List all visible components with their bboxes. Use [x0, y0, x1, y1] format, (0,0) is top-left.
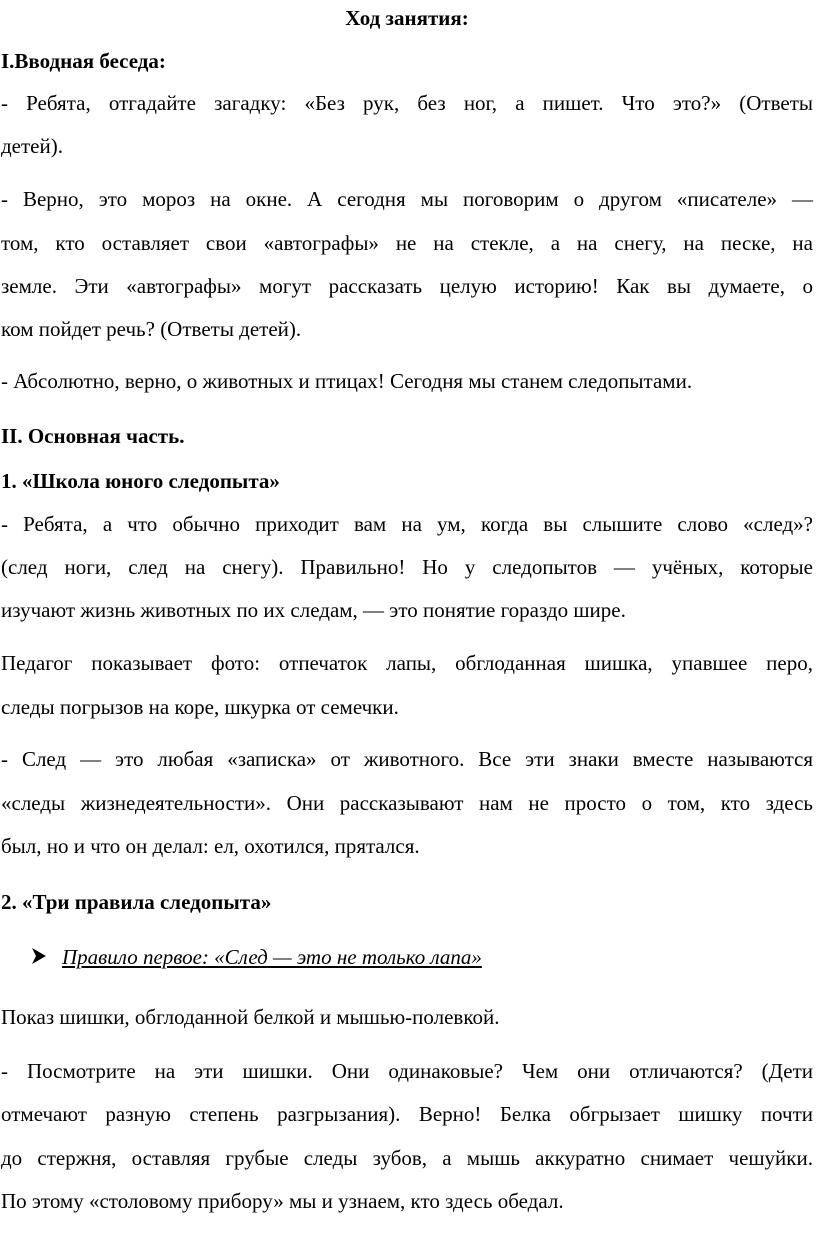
- paragraph-line: детей).: [1, 134, 63, 158]
- paragraph-line: ком пойдет речь? (Ответы детей).: [1, 317, 302, 341]
- page-title: Ход занятия:: [345, 6, 469, 30]
- paragraph-line: земле. Эти «автографы» могут рассказать целую историю! Как вы думаете, о: [1, 274, 813, 298]
- paragraph-line: - Ребята, отгадайте загадку: «Без рук, без ног, а пишет. Что это?» (Ответы: [1, 91, 813, 115]
- paragraph-line: «следы жизнедеятельности». Они рассказывают нам не просто о том, кто здесь: [1, 791, 813, 815]
- rule-one-heading: Правило первое: «След — это не только лапа»: [62, 945, 482, 969]
- paragraph-line: (след ноги, след на снегу). Правильно! Но у следопытов — учёных, которые: [1, 555, 813, 579]
- paragraph-line: - След — это любая «записка» от животного. Все эти знаки вместе называются: [1, 747, 813, 771]
- arrowhead-bullet-icon: [31, 942, 51, 972]
- subsection-2-heading: 2. «Три правила следопыта»: [1, 890, 272, 914]
- paragraph-line: - Посмотрите на эти шишки. Они одинаковые? Чем они отличаются? (Дети: [1, 1059, 813, 1083]
- paragraph-line: - Ребята, а что обычно приходит вам на ум, когда вы слышите слово «след»?: [1, 512, 813, 536]
- paragraph-line: - Верно, это мороз на окне. А сегодня мы поговорим о другом «писателе» —: [1, 187, 813, 211]
- paragraph-line: следы погрызов на коре, шкурка от семечки.: [1, 695, 399, 719]
- paragraph-line: - Абсолютно, верно, о животных и птицах! Сегодня мы станем следопытами.: [1, 369, 693, 393]
- subsection-1-heading: 1. «Школа юного следопыта»: [1, 469, 280, 493]
- paragraph-line: изучают жизнь животных по их следам, — это понятие гораздо шире.: [1, 598, 626, 622]
- paragraph-line: Показ шишки, обглоданной белкой и мышью-полевкой.: [1, 1005, 500, 1029]
- paragraph-line: Педагог показывает фото: отпечаток лапы, обглоданная шишка, упавшее перо,: [1, 651, 813, 675]
- paragraph-line: до стержня, оставляя грубые следы зубов, а мышь аккуратно снимает чешуйки.: [1, 1146, 813, 1170]
- paragraph-line: том, кто оставляет свои «автографы» не на стекле, а на снегу, на песке, на: [1, 231, 813, 255]
- paragraph-line: был, но и что он делал: ел, охотился, прятался.: [1, 834, 420, 858]
- section-2-heading: II. Основная часть.: [1, 424, 185, 448]
- paragraph-line: По этому «столовому прибору» мы и узнаем, кто здесь обедал.: [1, 1189, 564, 1213]
- paragraph-line: отмечают разную степень разгрызания). Верно! Белка обгрызает шишку почти: [1, 1102, 813, 1126]
- section-1-heading: I.Вводная беседа:: [1, 49, 166, 73]
